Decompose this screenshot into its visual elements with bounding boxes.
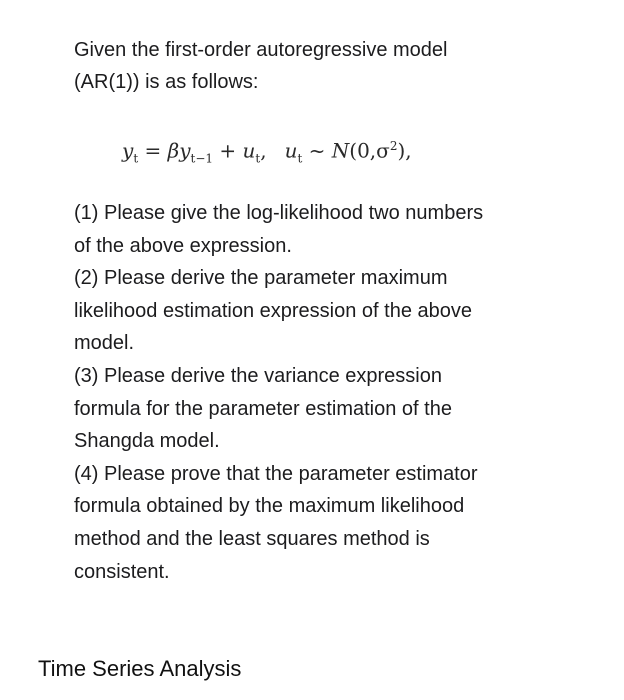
eq-u-sub: t <box>255 151 261 166</box>
eq-plus: + <box>213 138 243 163</box>
q1-line-2: of the above expression. <box>74 234 292 257</box>
eq-y: y <box>122 138 134 163</box>
q2-line-1: (2) Please derive the parameter maximum <box>74 267 448 290</box>
q3-line-2: formula for the parameter estimation of the <box>74 397 452 420</box>
question-list <box>74 197 564 588</box>
eq-params-open: (0,σ <box>349 138 390 163</box>
ar1-equation <box>122 132 412 173</box>
q4-line-2: formula obtained by the maximum likelihood <box>74 495 465 518</box>
eq-sigma-sup: 2 <box>389 139 398 153</box>
q1-line-1: (1) Please give the log-likelihood two numbers <box>74 202 484 224</box>
q2-line-3: model. <box>74 332 135 355</box>
eq-u: u <box>242 138 256 163</box>
q4-line-4: consistent. <box>74 560 170 583</box>
eq-y-lag-sub: t−1 <box>190 151 214 166</box>
q4-line-3: method and the least squares method is <box>74 527 430 550</box>
eq-params-close: ), <box>397 138 412 163</box>
eq-u2-sub: t <box>297 151 303 166</box>
intro-line-2: (AR(1)) is as follows: <box>74 71 259 93</box>
eq-tilde: ~ <box>302 138 332 163</box>
eq-beta: β <box>167 138 180 163</box>
q4-line-1: (4) Please prove that the parameter estimator <box>74 462 478 485</box>
intro-text <box>74 34 574 98</box>
eq-comma: , <box>260 138 267 163</box>
eq-y-lag: y <box>179 138 191 163</box>
eq-y-sub: t <box>133 151 139 166</box>
eq-normal: N <box>331 138 350 163</box>
q2-line-2: likelihood estimation expression of the above <box>74 299 473 322</box>
q3-line-3: Shangda model. <box>74 430 220 453</box>
eq-equals: = <box>138 138 168 163</box>
eq-u2: u <box>284 138 298 163</box>
intro-line-1: Given the first-order autoregressive model <box>74 39 448 61</box>
subject-label: Time Series Analysis <box>38 656 242 681</box>
q3-line-1: (3) Please derive the variance expression <box>74 364 442 387</box>
